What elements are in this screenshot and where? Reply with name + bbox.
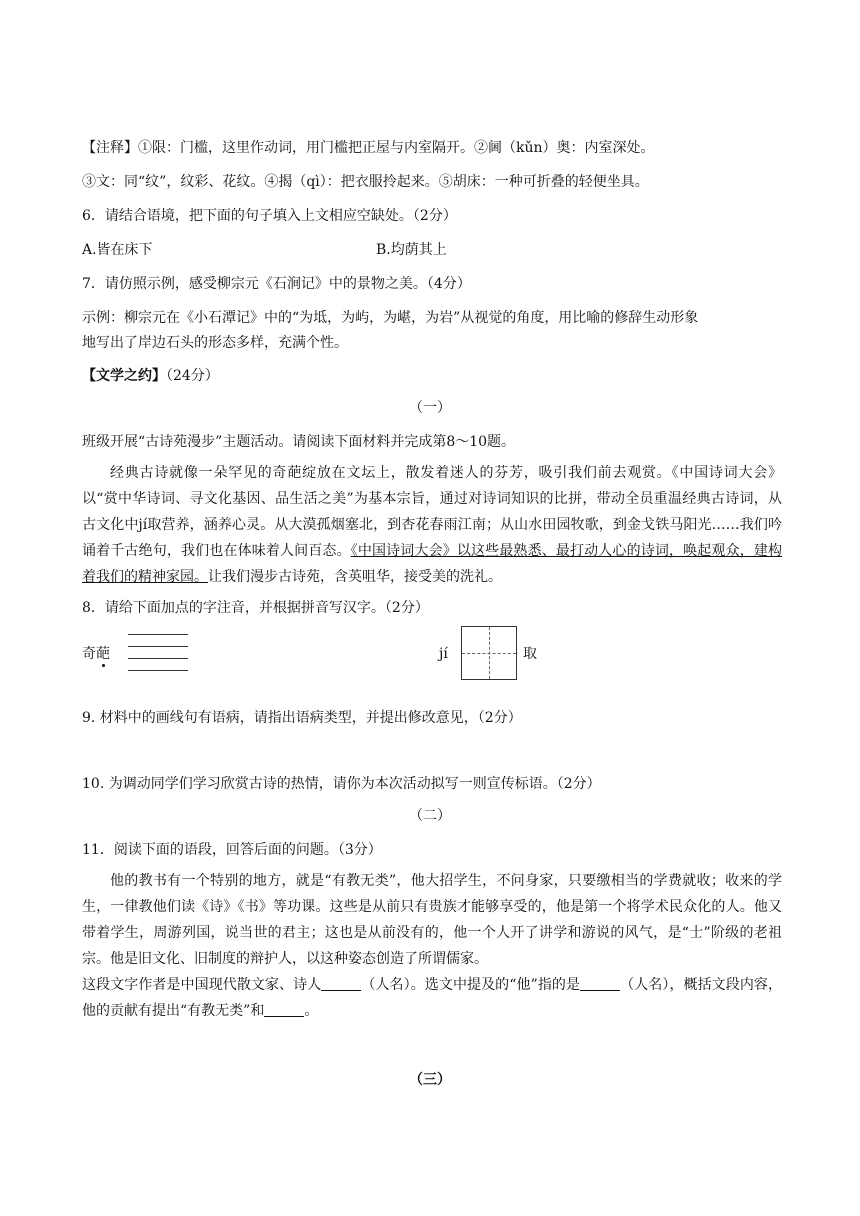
question-11-fill-in (82, 972, 782, 1024)
question-7-example-line-2: 地写出了岸边石头的形态多样，充满个性。 (82, 335, 348, 351)
answer-blank-author[interactable] (321, 976, 361, 991)
fill-text-3: （人名），概 (620, 977, 698, 993)
question-6-stem: 6．请结合语境，把下面的句子填入上文相应空缺处。（2分） (82, 208, 457, 224)
pinyin-writing-lines[interactable] (128, 634, 188, 670)
passage-text-b: 让我们漫步古诗苑，含英咀华，接受美的洗礼。 (208, 569, 502, 585)
question-7-example-line-1: 示例：柳宗元在《小石潭记》中的“为坻，为屿，为嵁，为岩”从视觉的角度，用比喻的修辞生动形象 (82, 310, 699, 326)
passage-text-a: 经典古诗就像一朵罕见的奇葩绽放在文坛上，散发着迷人的芬芳，吸引我们前去观赏。《中国诗词大会》以“赏中华诗词、寻文化基因、品生活之美”为基本宗旨，通过对诗词知识的比拼，带动全员重温经典古诗词，从古文化中jí取营养，涵养心灵。从大漠孤烟塞北，到杏花春雨江南；从山水田园牧歌，到金戈铁马阳光……我们吟诵着千古绝句，我们也在体味着人间百态。 (82, 465, 782, 559)
question-8-suffix: 取 (523, 646, 537, 662)
question-8-pinyin: jí (439, 646, 448, 662)
part-1-passage (82, 460, 782, 590)
section-title: 【文学之约】 (82, 368, 166, 384)
question-8-stem: 8．请给下面加点的字注音，并根据拼音写汉字。（2分） (82, 600, 429, 616)
fill-text-2: （人名）。选文中提及的“他”指的是 (361, 977, 581, 993)
part-1-heading: （一） (409, 400, 451, 416)
question-11-stem: 11．阅读下面的语段，回答后面的问题。（3分） (82, 842, 382, 858)
question-6-option-a: A.皆在床下 (82, 242, 153, 258)
question-11-passage: 他的教书有一个特别的地方，就是“有教无类”，他大招学生，不问身家，只要缴相当的学费就收；收来的学生，一律教他们读《诗》《书》等功课。这些是从前只有贵族才能够享受的，他是第一个将学术民众化的人。他又带着学生，周游列国，说当世的君主；这也是从前没有的，他一个人开了讲学和游说的风气，是“士”阶级的老祖宗。他是旧文化、旧制度的辩护人，以这种姿态创造了所谓儒家。 (82, 873, 782, 967)
section-score: （24分） (166, 368, 219, 384)
character-writing-grid[interactable] (461, 626, 517, 680)
notes-line-1: 【注释】①限：门槛，这里作动词，用门槛把正屋与内室隔开。②阃（kǔn）奥：内室深处。 (82, 140, 655, 156)
section-heading (82, 366, 782, 386)
part-2-heading: （二） (409, 808, 451, 824)
fill-text-5: 。 (304, 1003, 319, 1019)
part-1-intro: 班级开展“古诗苑漫步”主题活动。请阅读下面材料并完成第8～10题。 (82, 434, 516, 450)
word-prefix: 奇 (82, 646, 96, 662)
fill-text-1: 这段文字作者是中国现代散文家、诗人 (82, 977, 322, 993)
fill-text-4: 括文段内容，他的贡献有提出“有教无类”和 (82, 977, 782, 1019)
part-3-heading: （三） (409, 1072, 451, 1088)
question-6-option-b: B.均荫其上 (376, 242, 447, 258)
question-10-stem: 10. 为调动同学们学习欣赏古诗的热情，请你为本次活动拟写一则宣传标语。（2分） (82, 776, 601, 792)
notes-line-2: ③文：同“纹”，纹彩、花纹。④揭（qì）：把衣服拎起来。⑤胡床：一种可折叠的轻便坐具。 (82, 174, 649, 190)
question-9-stem: 9. 材料中的画线句有语病，请指出语病类型，并提出修改意见，（2分） (82, 710, 522, 726)
question-7-stem: 7．请仿照示例，感受柳宗元《石涧记》中的景物之美。（4分） (82, 276, 471, 292)
dotted-character: 葩 (96, 646, 110, 662)
passage-underlined-sentence: 《中国诗词大会》以这些最熟悉、最打动人心的诗词，唤起观众，建构着我们的精神家园。 (82, 543, 783, 585)
answer-blank-person[interactable] (580, 976, 620, 991)
answer-blank-contribution[interactable] (264, 1002, 304, 1017)
